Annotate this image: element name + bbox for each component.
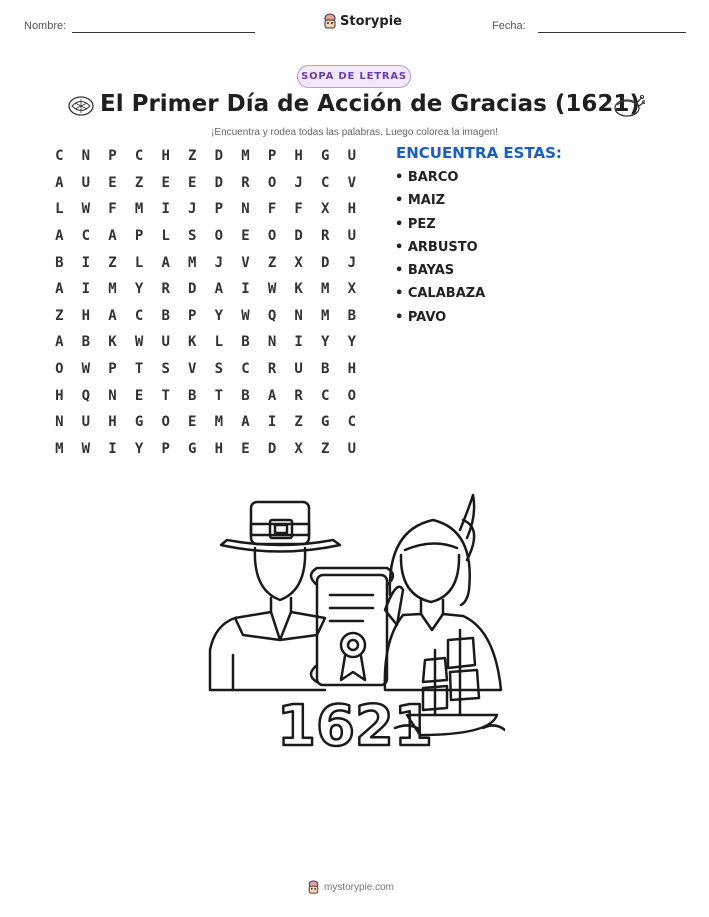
grid-letter[interactable]: E	[161, 174, 170, 191]
grid-letter[interactable]: I	[294, 334, 303, 351]
grid-row	[46, 382, 365, 409]
grid-letter[interactable]: S	[188, 228, 197, 245]
grid-letter[interactable]: T	[161, 387, 170, 404]
brand-name: Storypie	[340, 13, 402, 29]
grid-letter[interactable]: A	[55, 281, 64, 298]
grid-letter[interactable]: X	[294, 254, 303, 271]
grid-letter[interactable]: N	[55, 414, 64, 431]
grid-letter[interactable]: C	[81, 228, 91, 245]
grid-row	[46, 436, 365, 463]
storypie-logo-icon	[307, 880, 320, 894]
grid-letter[interactable]: W	[81, 361, 91, 378]
grid-letter[interactable]: F	[267, 201, 277, 218]
grid-letter[interactable]: K	[294, 281, 303, 298]
word-list-item: • BARCO	[395, 170, 459, 185]
grid-letter[interactable]: M	[321, 307, 330, 324]
grid-row	[46, 409, 365, 436]
grid-letter[interactable]: R	[294, 387, 303, 404]
word-list-item: • PAVO	[395, 309, 447, 325]
grid-letter[interactable]: O	[214, 228, 224, 245]
grid-row	[46, 303, 365, 330]
grid-letter[interactable]: N	[241, 201, 250, 218]
grid-letter[interactable]: B	[241, 334, 250, 351]
grid-letter[interactable]: X	[321, 201, 330, 218]
grid-letter[interactable]: M	[134, 201, 144, 218]
grid-letter[interactable]: K	[108, 334, 117, 351]
grid-letter[interactable]: G	[321, 414, 330, 431]
grid-letter[interactable]: K	[188, 334, 197, 351]
grid-letter[interactable]: J	[214, 254, 224, 271]
grid-letter[interactable]: S	[214, 361, 224, 378]
activity-badge: SOPA DE LETRAS	[297, 65, 411, 88]
footer-url[interactable]: mystorypie.com	[324, 881, 395, 893]
grid-letter[interactable]: U	[347, 148, 357, 165]
grid-letter[interactable]: C	[134, 148, 144, 165]
grid-letter[interactable]: L	[214, 334, 224, 351]
grid-letter[interactable]: J	[347, 254, 357, 271]
grid-letter[interactable]: Y	[214, 307, 224, 324]
grid-letter[interactable]: P	[214, 201, 224, 218]
word-list-item: • BAYAS	[395, 263, 455, 279]
grid-letter[interactable]: Y	[321, 334, 330, 351]
word-list-title: ENCUENTRA ESTAS:	[396, 144, 562, 162]
grid-letter[interactable]: H	[347, 201, 357, 218]
grid-letter[interactable]: H	[347, 361, 357, 378]
grid-letter[interactable]: T	[214, 387, 224, 404]
grid-letter[interactable]: U	[347, 228, 357, 245]
grid-letter[interactable]: O	[55, 361, 64, 378]
grid-letter[interactable]: E	[134, 387, 144, 404]
grid-letter[interactable]: I	[108, 440, 117, 457]
footer	[307, 880, 394, 894]
grid-letter[interactable]: D	[214, 148, 224, 165]
grid-letter[interactable]: I	[267, 414, 277, 431]
grid-letter[interactable]: P	[267, 148, 277, 165]
grid-letter[interactable]: Z	[188, 148, 197, 165]
instructions: ¡Encuentra y rodea todas las palabras. Luego colorea la imagen!	[211, 127, 498, 138]
grid-letter[interactable]: E	[241, 440, 250, 457]
grid-letter[interactable]: N	[294, 307, 303, 324]
grid-letter[interactable]: C	[134, 307, 144, 324]
grid-letter[interactable]: M	[241, 148, 250, 165]
grid-letter[interactable]: A	[241, 414, 250, 431]
corn-icon	[66, 93, 96, 119]
grid-row	[46, 356, 365, 383]
grid-letter[interactable]: B	[81, 334, 91, 351]
grid-letter[interactable]: D	[294, 228, 303, 245]
grid-letter[interactable]: R	[321, 228, 330, 245]
grid-letter[interactable]: H	[81, 307, 91, 324]
grid-letter[interactable]: F	[108, 201, 117, 218]
grid-letter[interactable]: Z	[134, 174, 144, 191]
grid-letter[interactable]: Z	[55, 307, 64, 324]
grid-letter[interactable]: D	[188, 281, 197, 298]
grid-letter[interactable]: B	[188, 387, 197, 404]
grid-letter[interactable]: C	[321, 174, 330, 191]
grid-letter[interactable]: V	[241, 254, 250, 271]
grid-letter[interactable]: W	[134, 334, 144, 351]
grid-letter[interactable]: U	[81, 174, 91, 191]
grid-letter[interactable]: A	[55, 228, 64, 245]
grid-letter[interactable]: W	[81, 201, 91, 218]
date-label: Fecha:	[492, 20, 526, 32]
grid-letter[interactable]: L	[161, 228, 170, 245]
grid-letter[interactable]: R	[267, 361, 277, 378]
grid-letter[interactable]: W	[267, 281, 277, 298]
grid-letter[interactable]: B	[347, 307, 357, 324]
grid-letter[interactable]: E	[188, 414, 197, 431]
word-list-item: • ARBUSTO	[395, 239, 478, 255]
grid-letter[interactable]: G	[134, 414, 144, 431]
grid-letter[interactable]: N	[108, 387, 117, 404]
grid-letter[interactable]: I	[81, 254, 91, 271]
grid-letter[interactable]: J	[294, 174, 303, 191]
grid-letter[interactable]: H	[294, 148, 303, 165]
grid-letter[interactable]: C	[55, 148, 64, 165]
grid-letter[interactable]: U	[294, 361, 303, 378]
grid-letter[interactable]: U	[161, 334, 170, 351]
word-list-item: • MAIZ	[395, 193, 446, 209]
grid-letter[interactable]: H	[55, 387, 64, 404]
word-list-item: • CALABAZA	[395, 286, 486, 302]
grid-row	[46, 170, 365, 197]
grid-letter[interactable]: N	[81, 148, 91, 165]
grid-letter[interactable]: M	[214, 414, 224, 431]
grid-letter[interactable]: B	[321, 361, 330, 378]
grid-row	[46, 329, 365, 356]
grid-letter[interactable]: P	[108, 361, 117, 378]
grid-letter[interactable]: H	[108, 414, 117, 431]
grid-letter[interactable]: Y	[347, 334, 357, 351]
grid-letter[interactable]: B	[161, 307, 170, 324]
grid-letter[interactable]: T	[134, 361, 144, 378]
grid-letter[interactable]: M	[321, 281, 330, 298]
grid-letter[interactable]: V	[347, 174, 357, 191]
word-list	[395, 170, 485, 333]
grid-letter[interactable]: O	[161, 414, 170, 431]
grid-letter[interactable]: E	[108, 174, 117, 191]
turkey-icon	[611, 93, 645, 119]
grid-letter[interactable]: A	[161, 254, 170, 271]
grid-letter[interactable]: E	[188, 174, 197, 191]
grid-row	[46, 143, 365, 170]
grid-letter[interactable]: A	[55, 334, 64, 351]
grid-letter[interactable]: A	[214, 281, 224, 298]
storypie-logo-icon	[323, 13, 337, 29]
grid-letter[interactable]: G	[321, 148, 330, 165]
grid-letter[interactable]: B	[241, 387, 250, 404]
word-search-grid[interactable]	[46, 143, 365, 462]
grid-letter[interactable]: E	[241, 228, 250, 245]
grid-letter[interactable]: U	[81, 414, 91, 431]
grid-letter[interactable]: Y	[134, 281, 144, 298]
grid-row	[46, 196, 365, 223]
grid-letter[interactable]: Y	[134, 440, 144, 457]
grid-letter[interactable]: F	[294, 201, 303, 218]
grid-letter[interactable]: S	[161, 361, 170, 378]
grid-row	[46, 223, 365, 250]
grid-letter[interactable]: H	[214, 440, 224, 457]
grid-letter[interactable]: M	[108, 281, 117, 298]
grid-letter[interactable]: A	[267, 387, 277, 404]
name-field-line[interactable]	[72, 32, 255, 33]
grid-letter[interactable]: C	[241, 361, 250, 378]
grid-letter[interactable]: I	[161, 201, 170, 218]
grid-letter[interactable]: C	[347, 414, 357, 431]
grid-letter[interactable]: I	[241, 281, 250, 298]
grid-letter[interactable]: W	[81, 440, 91, 457]
name-label: Nombre:	[24, 20, 67, 32]
grid-letter[interactable]: O	[347, 387, 357, 404]
grid-letter[interactable]: A	[108, 228, 117, 245]
grid-letter[interactable]: U	[347, 440, 357, 457]
pilgrim-and-native-coloring-illustration	[205, 490, 505, 752]
grid-letter[interactable]: Z	[294, 414, 303, 431]
grid-letter[interactable]: G	[188, 440, 197, 457]
grid-letter[interactable]: M	[188, 254, 197, 271]
grid-letter[interactable]: O	[267, 174, 277, 191]
page-title: El Primer Día de Acción de Gracias (1621)	[100, 91, 640, 117]
brand-logo	[323, 13, 402, 29]
grid-letter[interactable]: X	[294, 440, 303, 457]
grid-letter[interactable]: I	[81, 281, 91, 298]
grid-letter[interactable]: P	[188, 307, 197, 324]
grid-letter[interactable]: D	[214, 174, 224, 191]
grid-letter[interactable]: Z	[267, 254, 277, 271]
grid-letter[interactable]: J	[188, 201, 197, 218]
grid-letter[interactable]: Z	[321, 440, 330, 457]
grid-letter[interactable]: R	[161, 281, 170, 298]
grid-letter[interactable]: D	[267, 440, 277, 457]
grid-letter[interactable]: W	[241, 307, 250, 324]
grid-letter[interactable]: N	[267, 334, 277, 351]
grid-letter[interactable]: R	[241, 174, 250, 191]
grid-row	[46, 249, 365, 276]
grid-letter[interactable]: A	[108, 307, 117, 324]
grid-letter[interactable]: H	[161, 148, 170, 165]
grid-letter[interactable]: X	[347, 281, 357, 298]
grid-letter[interactable]: P	[134, 228, 144, 245]
grid-letter[interactable]: D	[321, 254, 330, 271]
grid-letter[interactable]: C	[321, 387, 330, 404]
grid-letter[interactable]: Z	[108, 254, 117, 271]
grid-letter[interactable]: Q	[81, 387, 91, 404]
grid-letter[interactable]: V	[188, 361, 197, 378]
grid-letter[interactable]: B	[55, 254, 64, 271]
grid-letter[interactable]: Q	[267, 307, 277, 324]
grid-letter[interactable]: O	[267, 228, 277, 245]
grid-row	[46, 276, 365, 303]
grid-letter[interactable]: L	[55, 201, 64, 218]
word-list-item: • PEZ	[395, 216, 436, 232]
grid-letter[interactable]: L	[134, 254, 144, 271]
grid-letter[interactable]: M	[55, 440, 64, 457]
grid-letter[interactable]: P	[108, 148, 117, 165]
grid-letter[interactable]: A	[55, 174, 64, 191]
illustration-year: 1621	[277, 694, 433, 752]
grid-letter[interactable]: P	[161, 440, 170, 457]
date-field-line[interactable]	[538, 32, 686, 33]
